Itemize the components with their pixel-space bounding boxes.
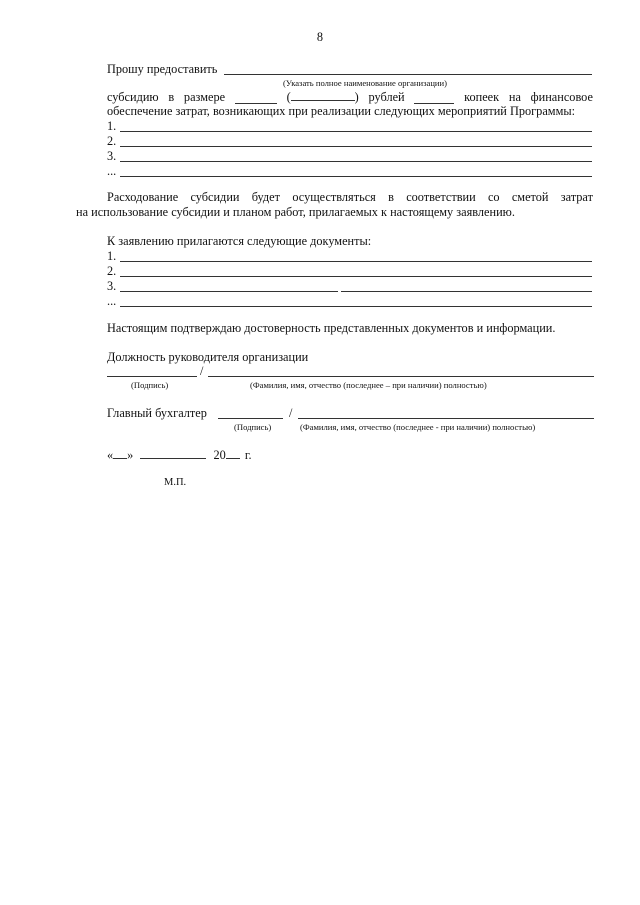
spending-line-1 [107,190,593,204]
accountant-signature-hint: (Подпись) [234,422,272,432]
attachment-item-more-label: ... [107,294,117,308]
date-year-suffix: г. [244,448,252,462]
date-year-prefix: 20 [213,448,226,462]
accountant-fullname-hint: (Фамилия, имя, отчество (последнее - при наличии) полностью) [300,422,536,432]
head-fullname-line[interactable] [208,376,594,377]
spending-word-7: со [487,190,500,204]
head-signature-hint: (Подпись) [131,380,169,390]
rubles-word: рублей [368,90,405,104]
stamp-placeholder: М.П. [164,477,187,488]
attachment-item-1-line[interactable] [120,261,592,262]
kopecks-word: копеек [464,90,500,104]
subsidy-purpose-line: обеспечение затрат, возникающих при реализации следующих мероприятий Программы: [107,104,576,118]
organization-name-hint: (Указать полное наименование организации) [283,78,447,88]
activity-item-1-line[interactable] [120,131,592,132]
spending-line-2: на использование субсидии и планом работ, прилагаемых к настоящему заявлению. [76,205,515,219]
accountant-slash: / [289,406,293,420]
subsidy-word: субсидию [107,90,159,104]
activity-item-more-line[interactable] [120,176,592,177]
activity-item-1-label: 1. [107,119,117,133]
spending-word-4: осуществляться [292,190,376,204]
page-number: 8 [316,30,324,44]
organization-name-line[interactable] [224,74,592,75]
kopecks-blank[interactable] [414,93,454,104]
head-fullname-hint: (Фамилия, имя, отчество (последнее – при наличии) полностью) [250,380,487,390]
subsidy-amount-line [107,90,593,104]
spending-word-1: Расходование [107,190,179,204]
accountant-fullname-line[interactable] [298,418,594,419]
spending-word-5: в [388,190,394,204]
paren-open: ( [286,90,291,104]
paren-close: ) [354,90,359,104]
confirmation-text: Настоящим подтверждаю достоверность представленных документов и информации. [107,321,556,335]
activity-item-3-line[interactable] [120,161,592,162]
amount-number-blank[interactable] [235,93,277,104]
date-day-blank[interactable] [113,448,127,459]
spending-word-2: субсидии [190,190,240,204]
attachment-item-3-line-b[interactable] [341,291,592,292]
activity-item-2-label: 2. [107,134,117,148]
request-label: Прошу предоставить [107,62,218,76]
accountant-signature-line[interactable] [218,418,283,419]
for-word: на [508,90,521,104]
accountant-label: Главный бухгалтер [107,406,207,420]
head-slash: / [200,364,204,378]
attachment-item-3-line-a[interactable] [120,291,338,292]
date-year-blank[interactable] [226,448,240,459]
activity-item-2-line[interactable] [120,146,592,147]
date-line [107,448,252,462]
amount-word: размере [183,90,226,104]
attachment-item-3-label: 3. [107,279,117,293]
attachment-item-more-line[interactable] [120,306,592,307]
activity-item-3-label: 3. [107,149,117,163]
date-close-quote: » [127,448,134,462]
spending-word-9: затрат [560,190,593,204]
attachment-item-1-label: 1. [107,249,117,263]
attachment-item-2-label: 2. [107,264,117,278]
financial-word: финансовое [530,90,593,104]
spending-word-6: соответствии [406,190,476,204]
amount-words-blank[interactable] [291,90,355,101]
attachments-label: К заявлению прилагаются следующие документы: [107,234,372,248]
head-position-label: Должность руководителя организации [107,350,309,364]
date-open-quote: « [107,448,114,462]
head-signature-line[interactable] [107,376,197,377]
in-word: в [168,90,175,104]
spending-word-8: сметой [511,190,549,204]
spending-word-3: будет [251,190,281,204]
attachment-item-2-line[interactable] [120,276,592,277]
activity-item-more-label: ... [107,164,117,178]
amount-words-group [287,90,359,104]
date-month-blank[interactable] [140,448,206,459]
